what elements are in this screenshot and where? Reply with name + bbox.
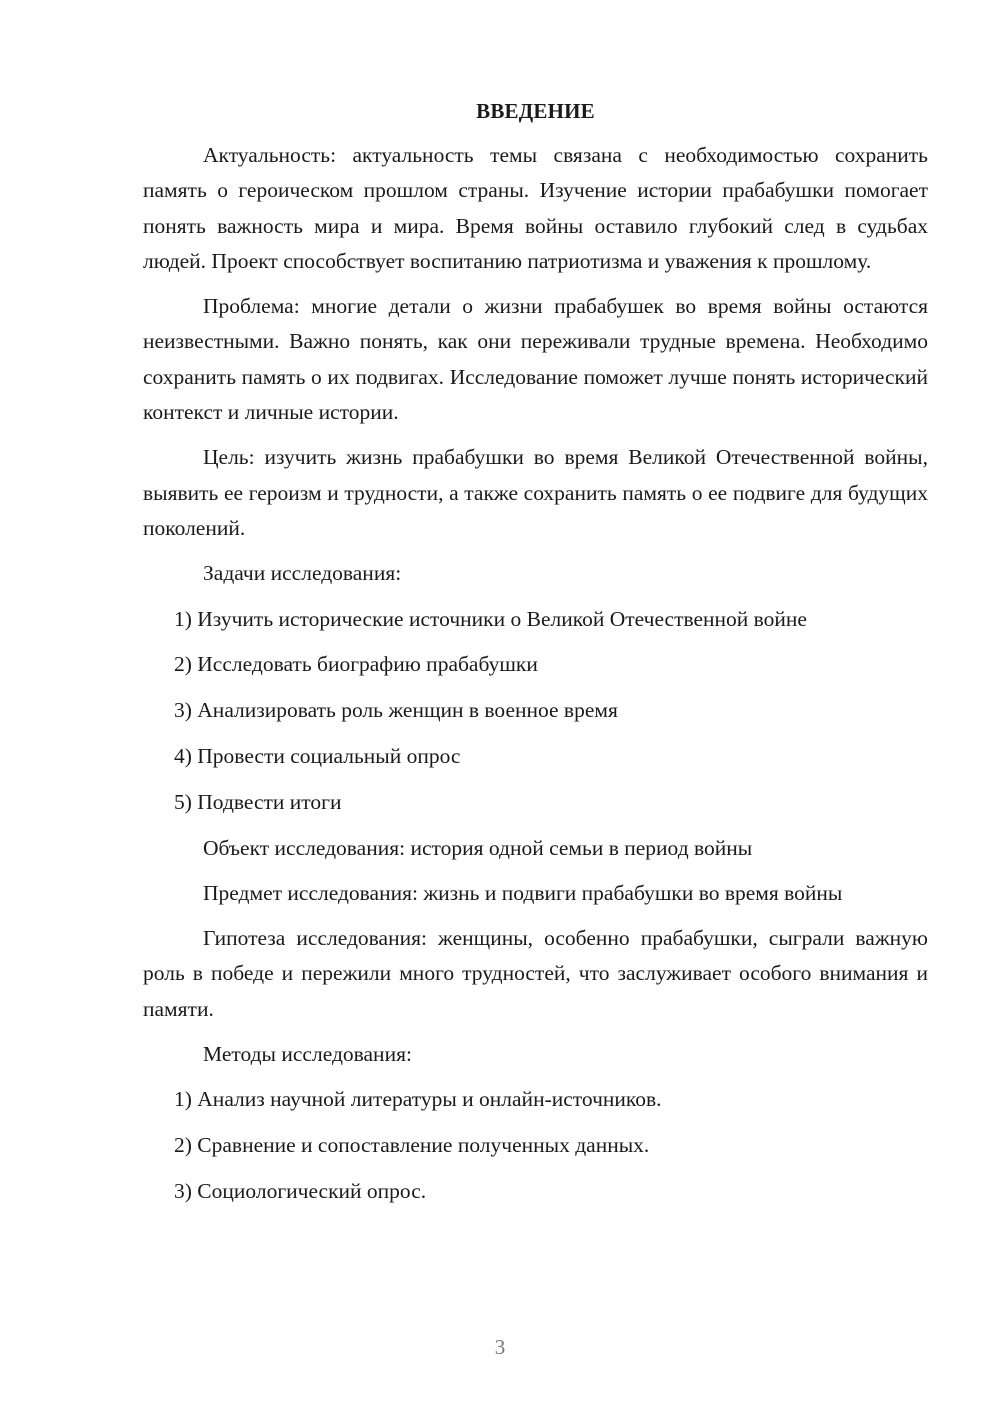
task-item: 1) Изучить исторические источники о Великой Отечественной войне [174,606,807,631]
problem-paragraph: Проблема: многие детали о жизни прабабушек во время войны остаются неизвестными. Важно понять, как они переживали трудные времена. Необходимо сохранить память о их подвигах. Исследование поможет лучше понять исторический контекст и личные истории. [143,294,928,425]
goal-paragraph: Цель: изучить жизнь прабабушки во время Великой Отечественной войны, выявить ее героизм и трудности, а также сохранить память о ее подвиге для будущих поколений. [143,445,928,540]
page-number: 3 [494,1335,506,1359]
section-title: ВВЕДЕНИЕ [476,99,595,123]
method-item: 2) Сравнение и сопоставление полученных данных. [174,1133,650,1158]
method-item: 1) Анализ научной литературы и онлайн-источников. [174,1087,662,1112]
relevance-paragraph: Актуальность: актуальность темы связана с необходимостью сохранить память о героическом прошлом страны. Изучение истории прабабушки помогает понять важность мира и мира. Время войны оставило глубокий след в судьбах людей. Проект способствует воспитанию патриотизма и уважения к прошлому. [143,143,928,273]
method-item: 3) Социологический опрос. [174,1178,427,1203]
task-item: 2) Исследовать биографию прабабушки [174,652,538,677]
hypothesis-paragraph: Гипотеза исследования: женщины, особенно прабабушки, сыграли важную роль в победе и пережили много трудностей, что заслуживает особого внимания и памяти. [143,926,928,1021]
task-item: 4) Провести социальный опрос [174,743,461,768]
task-item: 5) Подвести итоги [174,789,342,814]
object-paragraph: Объект исследования: история одной семьи в период войны [203,835,753,860]
methods-heading: Методы исследования: [203,1042,412,1067]
document-page [143,96,928,1220]
tasks-heading: Задачи исследования: [203,561,402,586]
subject-paragraph: Предмет исследования: жизнь и подвиги прабабушки во время войны [203,880,843,905]
methods-list [143,1082,928,1209]
tasks-list [143,602,928,820]
task-item: 3) Анализировать роль женщин в военное время [174,698,618,723]
